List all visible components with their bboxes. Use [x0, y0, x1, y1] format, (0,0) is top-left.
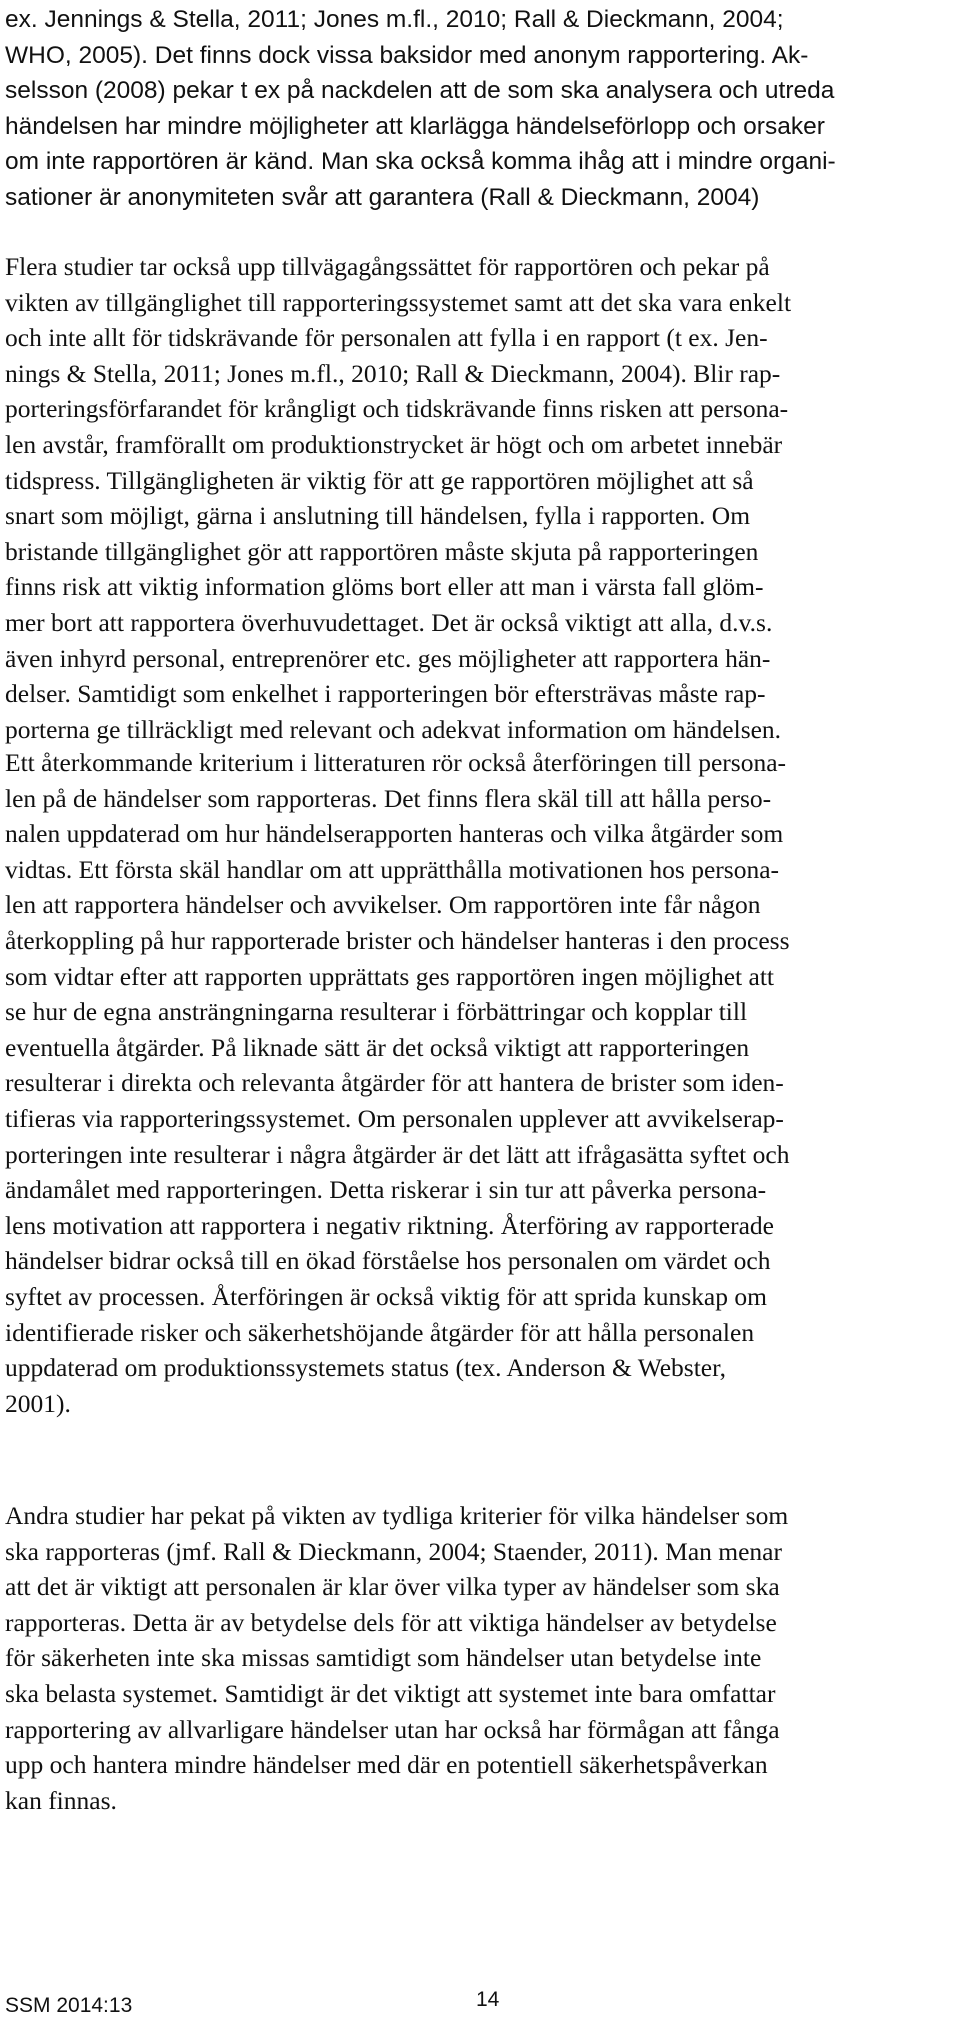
paragraph-4: Andra studier har pekat på vikten av tydliga kriterier för vilka händelser som ska rapporteras (jmf. Rall & Dieckmann, 2004; Staender, 2011). Man menar att det är viktigt att personalen är klar över vilka typer av händelser som ska rapporteras. Detta är av betydelse dels för att viktiga händelser av betydelse för säkerheten inte ska missas samtidigt som händelser utan betydelse inte ska belasta systemet. Samtidigt är det viktigt att systemet inte bara omfattar rapportering av allvarligare händelser utan har också har förmågan att fånga upp och hantera mindre händelser med där en potentiell säkerhetspåverkan kan finnas. [5, 1501, 789, 1815]
paragraph-2: Flera studier tar också upp tillvägagångssättet för rapportören och pekar på vikten av tillgänglighet till rapporteringssystemet samt att det ska vara enkelt och inte allt för tidskrävande för personalen att fylla i en rapport (t ex. Jen- nings & Stella, 2011; Jones m.fl., 2010; Rall & Dieckmann, 2004). Blir rap- porteringsförfarandet för krångligt och tidskrävande finns risken att persona- len avstår, framförallt om produktionstrycket är högt och om arbetet innebär tidspress. Tillgängligheten är viktig för att ge rapportören möjlighet att så snart som möjligt, gärna i anslutning till händelsen, fylla i rapporten. Om bristande tillgänglighet gör att rapportören måste skjuta på rapporteringen finns risk att viktig information glöms bort eller att man i värsta fall glöm- mer bort att rapportera överhuvudettaget. Det är också viktigt att alla, d.v.s. även inhyrd personal, entreprenörer etc. ges möjligheter att rapportera hän- delser. Samtidigt som enkelhet i rapporteringen bör eftersträvas måste rap- porterna ge tillräckligt med relevant och adekvat information om händelsen. [5, 252, 792, 744]
paragraph-3: Ett återkommande kriterium i litteraturen rör också återföringen till persona- len på de händelser som rapporteras. Det finns flera skäl till att hålla perso- nalen uppdaterad om hur händelserapporten hanteras och vilka åtgärder som vidtas. Ett första skäl handlar om att upprätthålla motivationen hos persona- len att rapportera händelser och avvikelser. Om rapportören inte får någon återkoppling på hur rapporterade brister och händelser hanteras i den process som vidtar efter att rapporten upprättats ges rapportören ingen möjlighet att se hur de egna ansträngningarna resulterar i förbättringar och kopplar till eventuella åtgärder. På liknade sätt är det också viktigt att rapporteringen resulterar i direkta och relevanta åtgärder för att hantera de brister som iden- tifieras via rapporteringssystemet. Om personalen upplever att avvikelserap- porteringen inte resulterar i några åtgärder är det lätt att ifrågasätta syftet och ändamålet med rapporteringen. Detta riskerar i sin tur att påverka persona- lens motivation att rapportera i negativ riktning. Återföring av rapporterade händelser bidrar också till en ökad förståelse hos personalen om värdet och syftet av processen. Återföringen är också viktig för att sprida kunskap om identifierade risker och säkerhetshöjande åtgärder för att hålla personalen uppdaterad om produktionssystemets status (tex. Anderson & Webster, 2001). [5, 748, 790, 1418]
paragraph-1: ex. Jennings & Stella, 2011; Jones m.fl., 2010; Rall & Dieckmann, 2004; WHO, 2005). Det finns dock vissa baksidor med anonym rapportering. Ak- selsson (2008) pekar t ex på nackdelen att de som ska analysera och utreda händelsen har mindre möjligheter att klarlägga händelseförlopp och orsaker om inte rapportören är känd. Man ska också komma ihåg att i mindre organi- sationer är anonymiteten svår att garantera (Rall & Dieckmann, 2004) [5, 6, 836, 211]
footer-report-id: SSM 2014:13 [5, 1994, 133, 2017]
footer-page-number: 14 [476, 1988, 500, 2011]
